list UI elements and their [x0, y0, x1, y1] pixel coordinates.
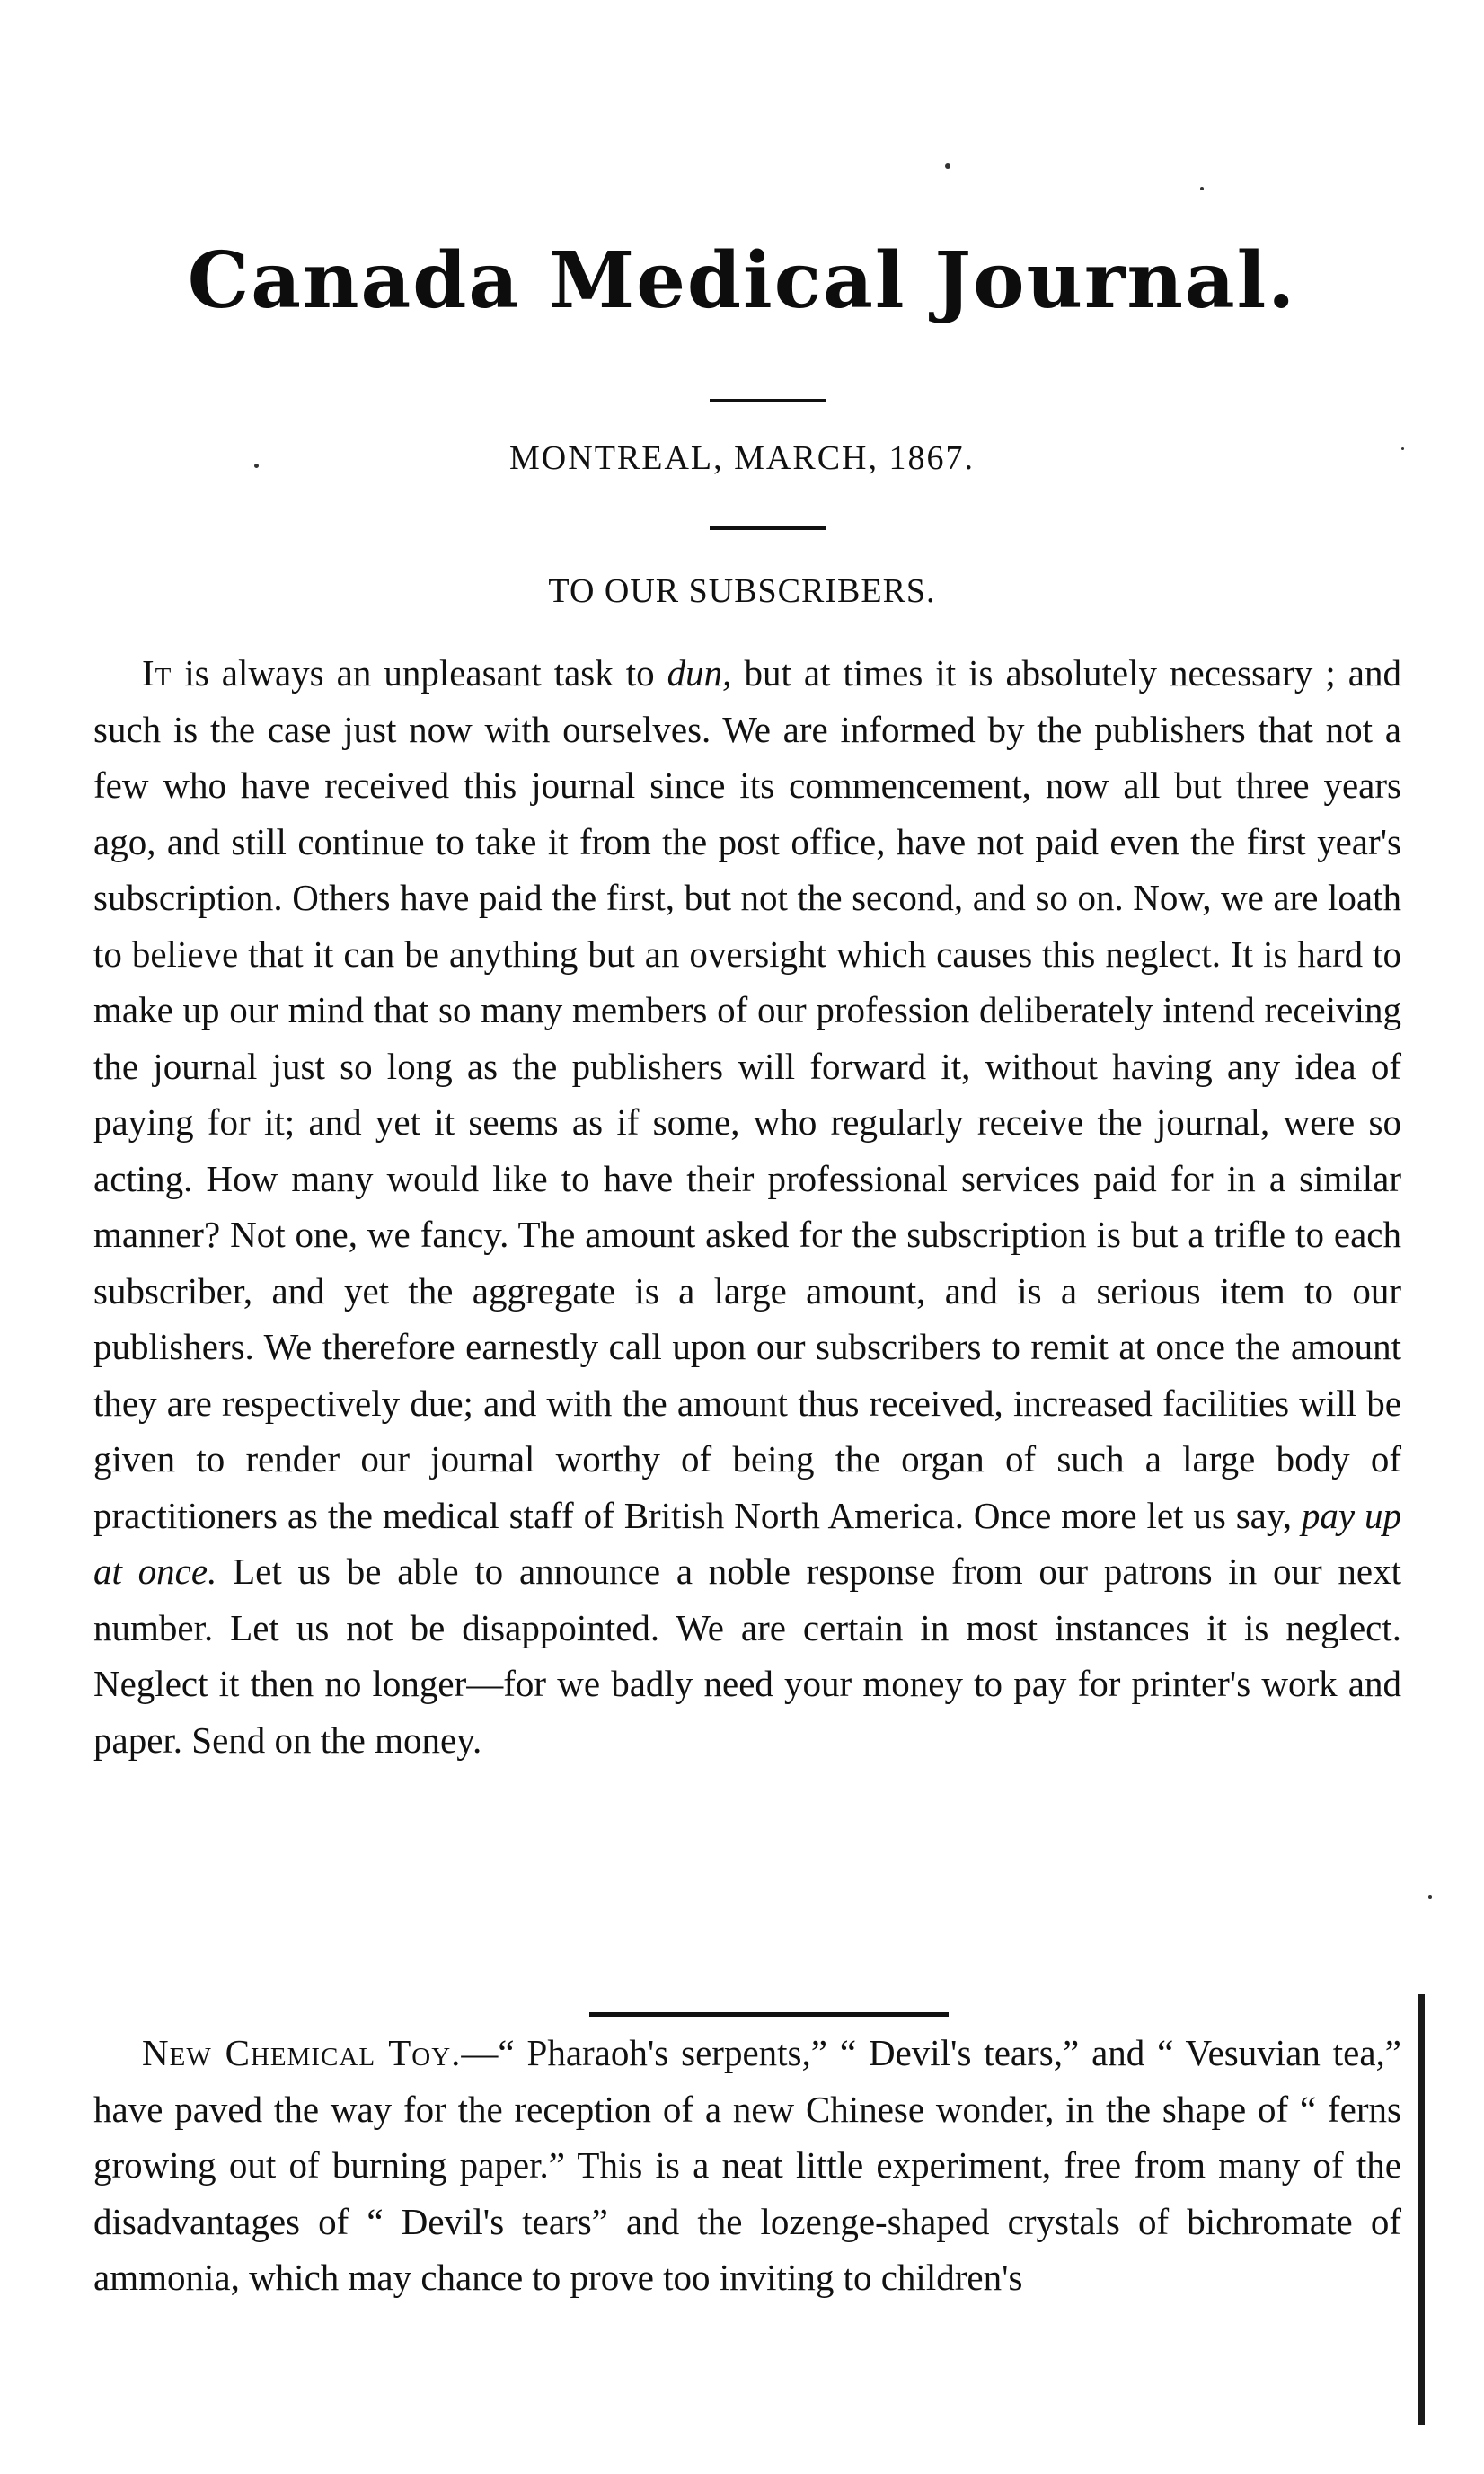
- article-text-segment: but at times it is absolutely necessary ; and such is the case just now with ourselves. We are informed by the publishers that not a few who have received this journal since its commencement, now all but three years ago, and still continue to take it from the post office, have not paid even the first year's subscription. Others have paid the first, but not the second, and so on. Now, we are loath to believe that it can be anything but an oversight which causes this neglect. It is hard to make up our mind that so many members of our profession deliberately intend receiving the journal just so long as the publishers will forward it, without having any idea of paying for it; and yet it seems as if some, who regularly receive the journal, were so acting. How many would like to have their professional services paid for in a similar manner? Not one, we fancy. The amount asked for the subscription is but a trifle to each subscriber, and yet the aggregate is a large amount, and is a serious item to our publishers. We therefore earnestly call upon our subscribers to remit at once the amount they are respectively due; and with the amount thus received, increased facilities will be given to render our journal worthy of being the organ of such a large body of practitioners as the medical staff of British North America. Once more let us say,: [93, 652, 1401, 1536]
- scan-speck: [1428, 1895, 1432, 1899]
- article-chemical-toy: [93, 2025, 1401, 2306]
- article-italic-dun: dun,: [667, 652, 732, 694]
- article-chemical-toy-heading: New Chemical Toy.: [142, 2032, 462, 2073]
- article-text-segment: Let us be able to announce a noble response from our patrons in our next number. Let us not be disappointed. We are certain in most instances it is neglect. Neglect it then no longer—for we badly need your money to pay for printer's work and paper. Send on the money.: [93, 1551, 1401, 1761]
- scan-speck: [1200, 187, 1204, 190]
- journal-masthead: Canada Medical Journal.: [187, 235, 1297, 326]
- article-chemical-toy-paragraph: [93, 2025, 1401, 2306]
- scan-speck: [254, 464, 259, 468]
- section-heading: TO OUR SUBSCRIBERS.: [548, 572, 936, 610]
- dateline: MONTREAL, MARCH, 1867.: [509, 439, 975, 477]
- section-divider: [589, 2012, 949, 2017]
- article-chemical-toy-body: —“ Pharaoh's serpents,” “ Devil's tears,” and “ Vesuvian tea,” have paved the way for the reception of a new Chinese wonder, in the shape of “ ferns growing out of burning paper.” This is a neat little experiment, free from many of the disadvantages of “ Devil's tears” and the lozenge-shaped crystals of bichromate of ammonia, which may chance to prove too inviting to children's: [93, 2032, 1402, 2298]
- scan-speck: [945, 163, 950, 169]
- masthead-rule: [710, 399, 826, 402]
- article-text-segment: is always an unpleasant task to: [172, 652, 667, 694]
- article-lead-word: It: [142, 652, 172, 694]
- article-subscribers: [93, 645, 1401, 1768]
- scan-speck: [1401, 447, 1404, 450]
- dateline-rule: [710, 526, 826, 530]
- scan-edge-shadow: [1418, 1994, 1425, 2425]
- article-italic-pay-up: pay up at once.: [93, 1494, 1401, 1592]
- article-subscribers-paragraph: [93, 645, 1401, 1768]
